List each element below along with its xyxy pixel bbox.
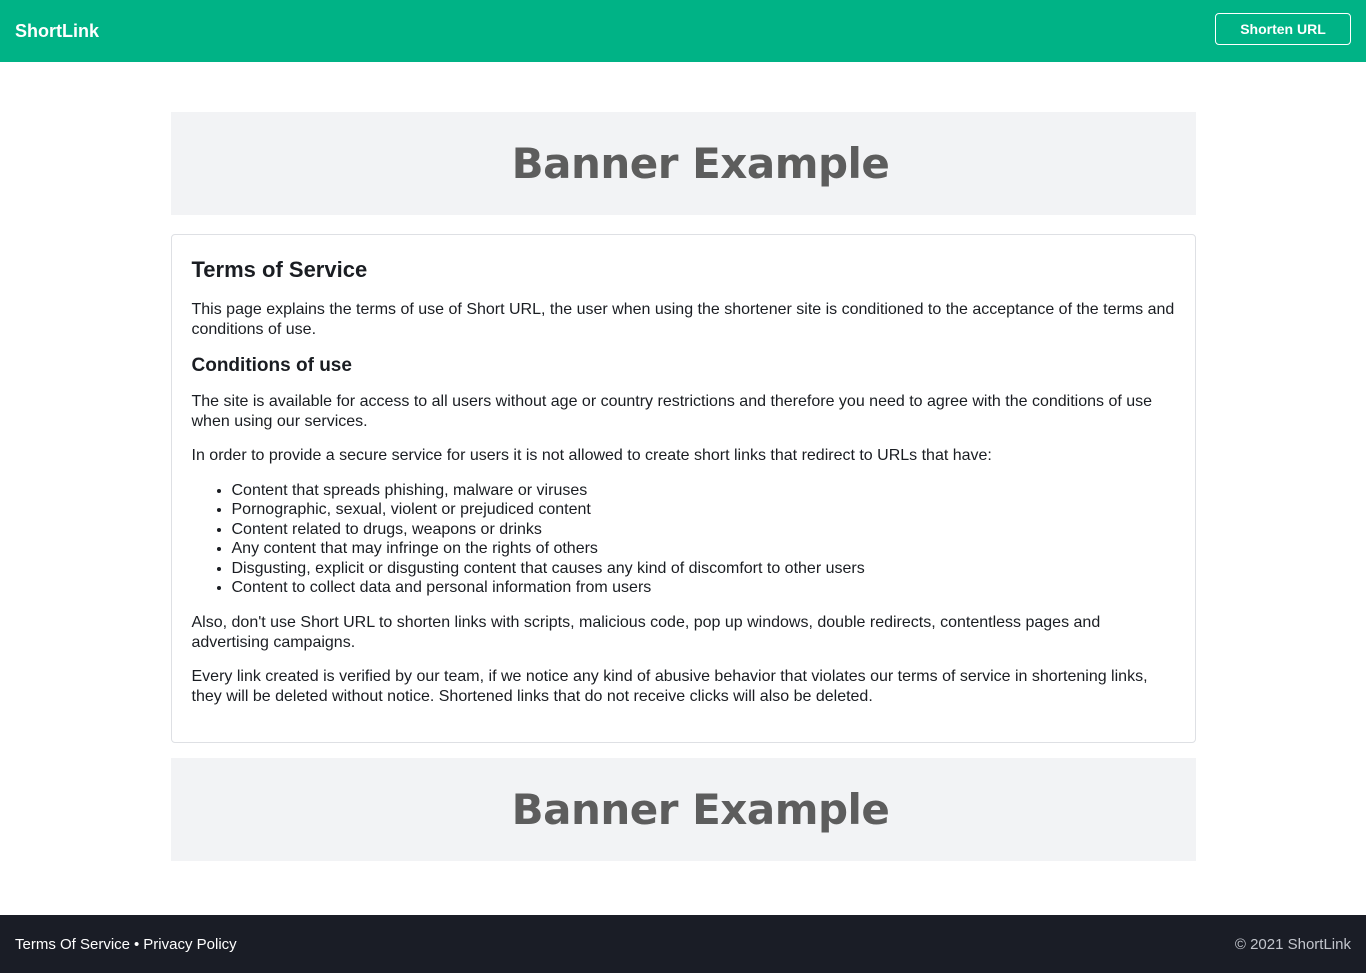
verification-paragraph: Every link created is verified by our team, if we notice any kind of abusive behavior that violates our terms of service in shortening links, they will be deleted without notice. Shortened links that do not receive clicks will also be deleted. bbox=[191, 668, 1148, 705]
brand-logo-link[interactable]: ShortLink bbox=[15, 20, 99, 41]
list-item: • Disgusting, explicit or disgusting content that causes any kind of discomfort to other users bbox=[232, 559, 1175, 579]
shorten-url-button[interactable]: Shorten URL bbox=[1215, 13, 1351, 45]
also-paragraph: Also, don't use Short URL to shorten links with scripts, malicious code, pop up windows, double redirects, contentless pages and advertising campaigns. bbox=[191, 614, 1101, 651]
banner-text: Banner Example bbox=[511, 139, 890, 188]
terms-of-service-link[interactable]: Terms Of Service bbox=[15, 935, 131, 953]
copyright-text: © 2021 ShortLink bbox=[1234, 935, 1351, 953]
list-item: • Content that spreads phishing, malware or viruses bbox=[232, 481, 1175, 501]
footer-links bbox=[15, 936, 237, 953]
restrictions-intro: In order to provide a secure service for users it is not allowed to create short links that redirect to URLs that have: bbox=[191, 447, 992, 464]
list-item: • Content to collect data and personal information from users bbox=[232, 578, 1175, 598]
list-item: • Content related to drugs, weapons or drinks bbox=[232, 520, 1175, 540]
terms-card bbox=[171, 234, 1196, 743]
navbar bbox=[0, 0, 1366, 62]
footer bbox=[0, 915, 1366, 973]
restrictions-list bbox=[192, 481, 1175, 599]
page-title: Terms of Service bbox=[191, 257, 368, 282]
main-content bbox=[171, 112, 1196, 861]
top-banner-ad[interactable] bbox=[171, 112, 1196, 215]
intro-paragraph: This page explains the terms of use of Short URL, the user when using the shortener site is conditioned to the acceptance of the terms and conditions of use. bbox=[191, 301, 1175, 338]
bottom-banner-ad[interactable] bbox=[171, 758, 1196, 861]
conditions-heading: Conditions of use bbox=[191, 355, 352, 376]
availability-paragraph: The site is available for access to all users without age or country restrictions and therefore you need to agree with the conditions of use when using our services. bbox=[191, 393, 1153, 430]
footer-separator: • bbox=[134, 935, 140, 953]
list-item: • Any content that may infringe on the rights of others bbox=[232, 539, 1175, 559]
banner-text: Banner Example bbox=[511, 785, 890, 834]
list-item: • Pornographic, sexual, violent or prejudiced content bbox=[232, 500, 1175, 520]
privacy-policy-link[interactable]: Privacy Policy bbox=[143, 935, 237, 953]
